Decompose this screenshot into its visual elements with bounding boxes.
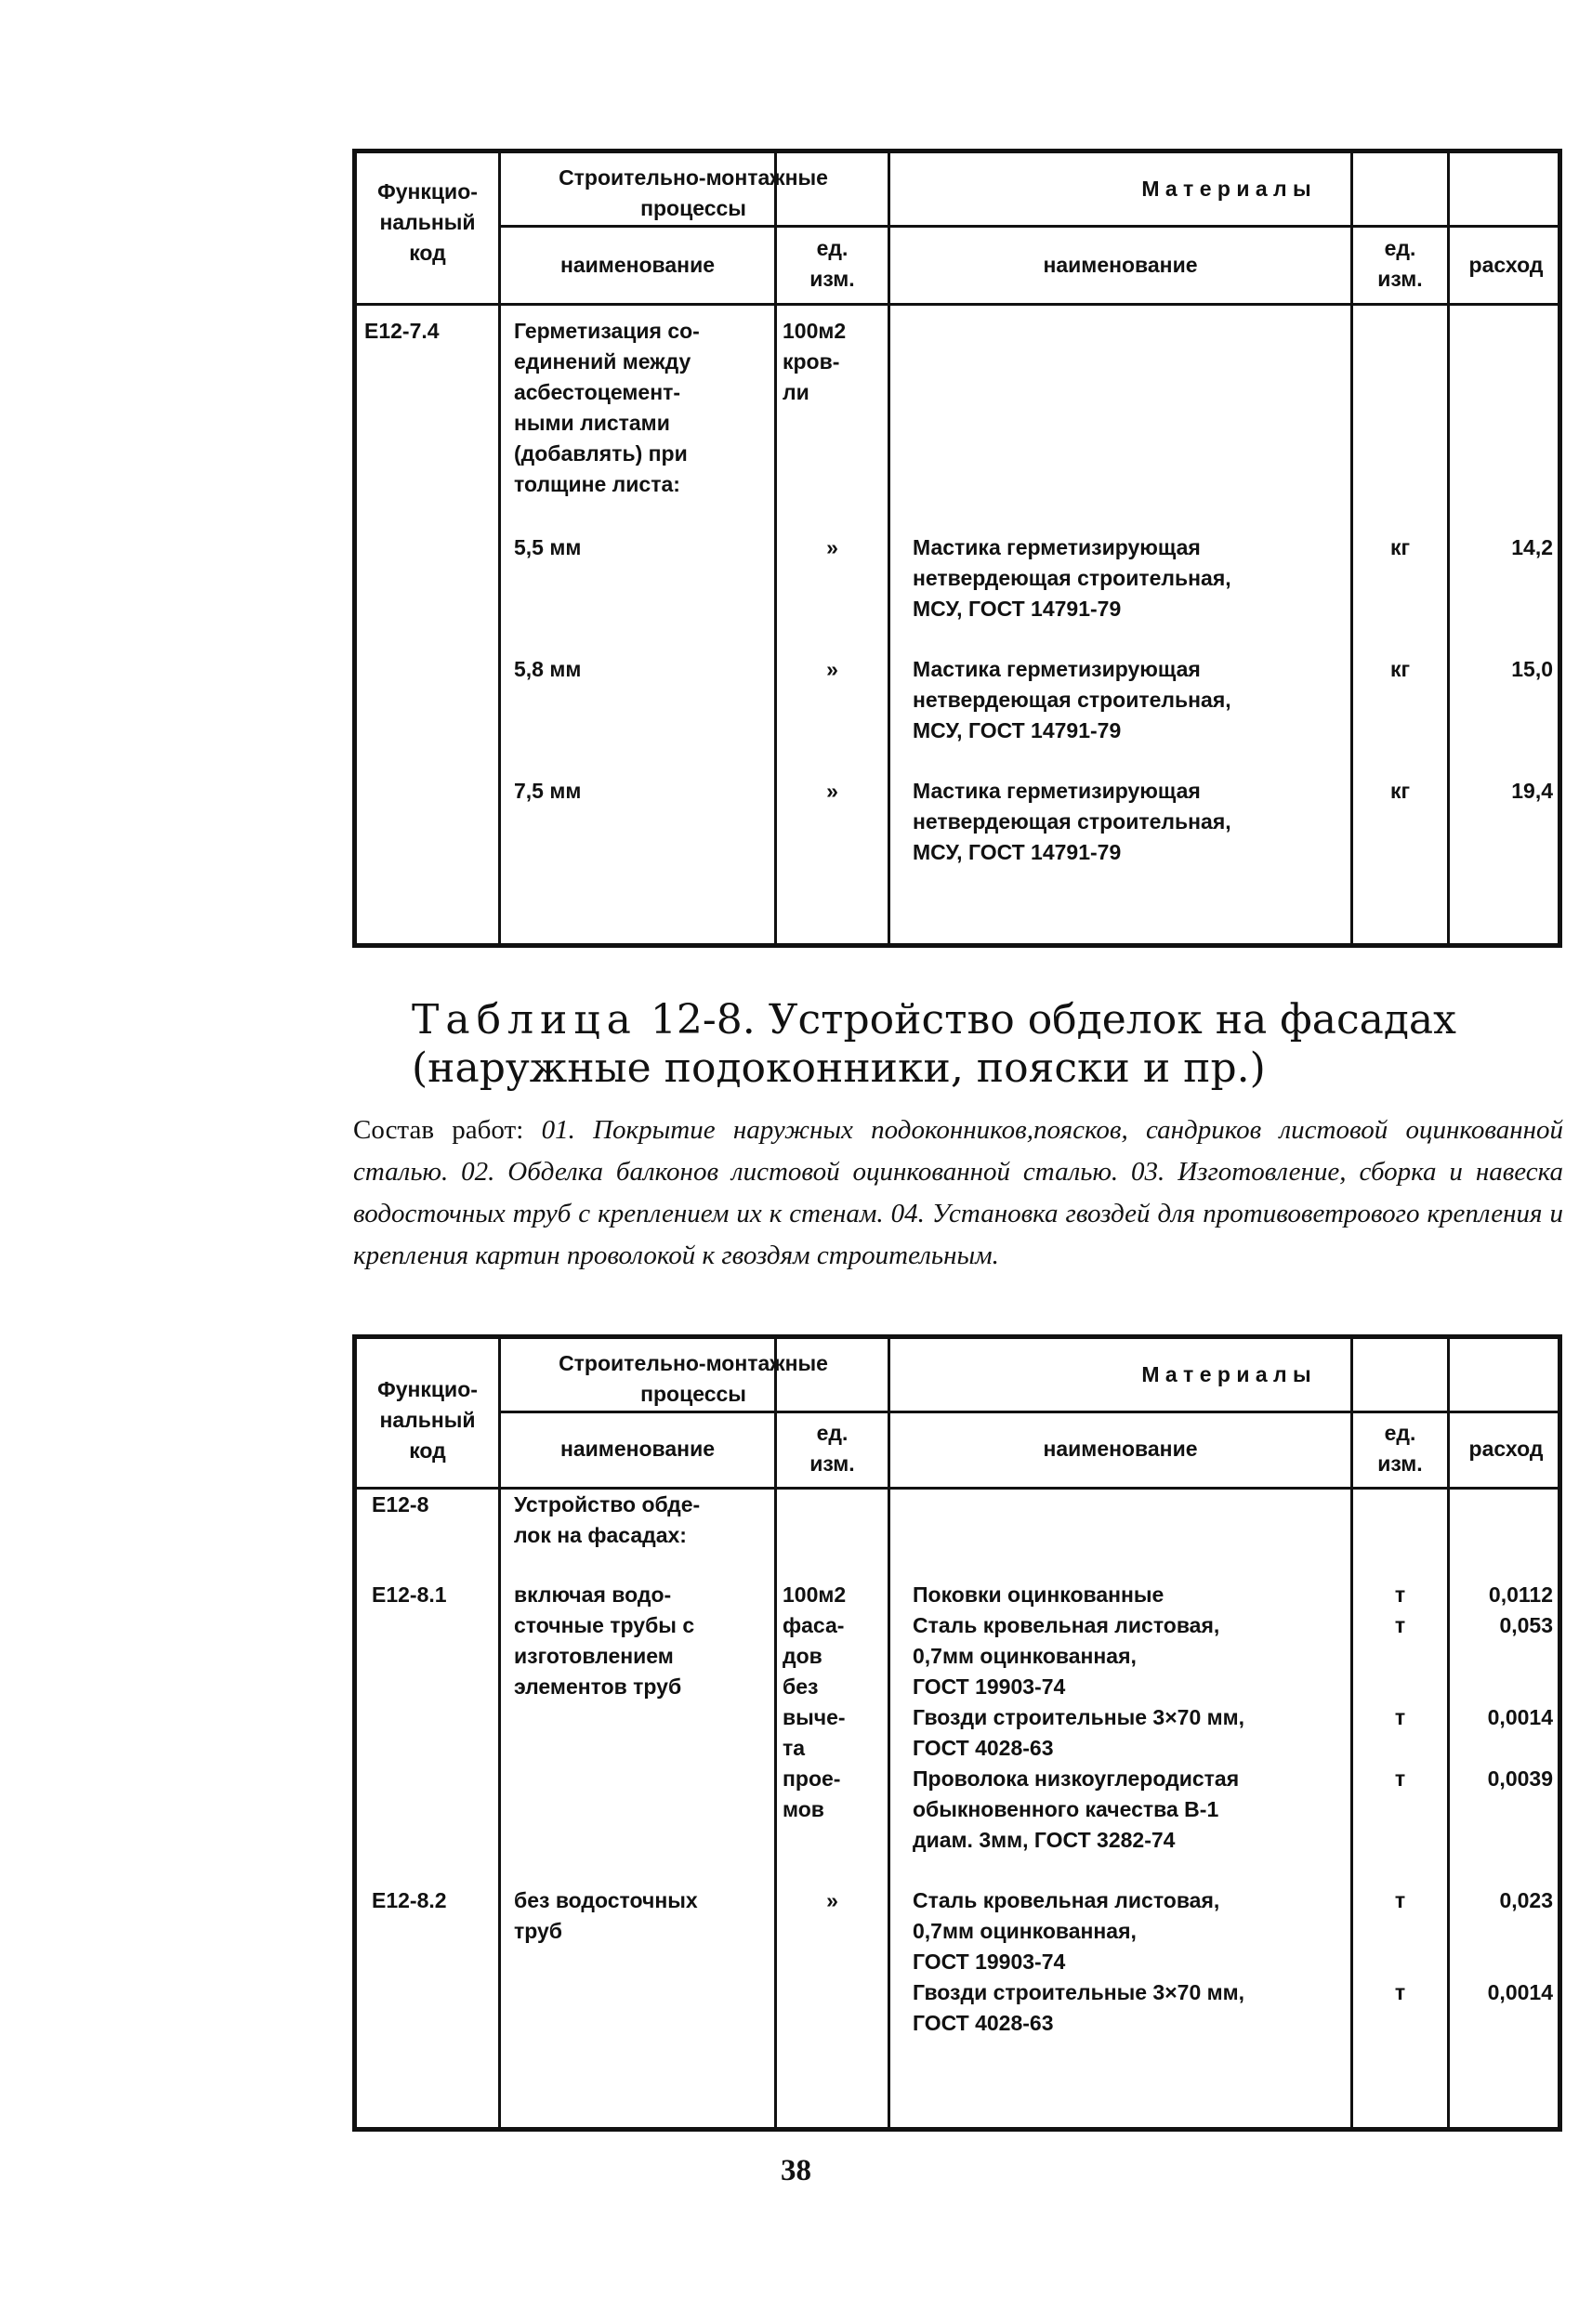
header-materials: М а т е р и а л ы	[1141, 1362, 1311, 1386]
material-name-cell: Гвозди строительные 3×70 мм, ГОСТ 4028-63	[913, 1705, 1245, 1760]
table-12-8	[352, 1334, 1562, 2132]
code-cell: Е12-8.1	[372, 1582, 447, 1607]
table-title-text: 12-8. Устройство обделок на фасадах (наружные подоконники, пояски и пр.)	[412, 996, 1456, 1092]
work-composition-text: 01. Покрытие наружных подоконников,поясков, сандриков листовой оцинкованной сталью. 02. Обделка балконов листовой оцинкованной сталью. 03. Изготовление, сборка и навеска водосточных труб с креплением их к стенам. 04. Установка гвоздей для противоветрового крепления и крепления картин проволокой к гвоздям строительным.	[353, 1115, 1563, 1270]
unit-ditto-cell: »	[826, 657, 838, 681]
material-name-cell: Мастика герметизирующая нетвердеющая строительная, МСУ, ГОСТ 14791-79	[913, 657, 1231, 742]
header-processes: Строительно-монтажные процессы	[559, 165, 828, 220]
material-name-cell: Поковки оцинкованные	[913, 1582, 1164, 1607]
consumption-cell: 19,4	[1511, 779, 1553, 803]
header-processes: Строительно-монтажные процессы	[559, 1351, 828, 1406]
material-unit-cell: кг	[1389, 535, 1411, 559]
header-bottom-line	[357, 303, 1558, 306]
material-unit-cell: т	[1394, 1705, 1406, 1729]
table-12-7	[352, 149, 1562, 948]
header-code: Функцио- нальный код	[377, 1377, 478, 1463]
material-name-cell: Сталь кровельная листовая, 0,7мм оцинкованная, ГОСТ 19903-74	[913, 1613, 1220, 1699]
thickness-cell: 5,8 мм	[514, 657, 582, 681]
header-process-name: наименование	[559, 253, 716, 277]
header-process-name: наименование	[559, 1437, 716, 1461]
material-name-cell: Сталь кровельная листовая, 0,7мм оцинкованная, ГОСТ 19903-74	[913, 1888, 1220, 1974]
material-name-cell: Проволока низкоуглеродистая обыкновенного качества В-1 диам. 3мм, ГОСТ 3282-74	[913, 1766, 1240, 1852]
process-name-cell: Устройство обде- лок на фасадах:	[514, 1492, 701, 1547]
consumption-cell: 0,023	[1499, 1888, 1553, 1912]
thickness-cell: 7,5 мм	[514, 779, 582, 803]
material-unit-cell: т	[1394, 1888, 1406, 1912]
material-name-cell: Гвозди строительные 3×70 мм, ГОСТ 4028-63	[913, 1980, 1245, 2035]
work-composition-label: Состав работ:	[353, 1115, 524, 1145]
material-unit-cell: т	[1394, 1980, 1406, 2004]
consumption-cell: 0,0039	[1487, 1766, 1553, 1791]
header-material-unit: ед. изм.	[1377, 236, 1423, 291]
table-title	[412, 996, 1564, 1093]
code-cell: Е12-8.2	[372, 1888, 447, 1912]
material-unit-cell: т	[1394, 1582, 1406, 1607]
header-code: Функцио- нальный код	[377, 179, 478, 265]
header-consumption: расход	[1468, 253, 1544, 277]
header-materials: М а т е р и а л ы	[1141, 177, 1311, 201]
work-composition	[353, 1109, 1563, 1277]
page-number: 38	[781, 2154, 811, 2187]
process-name-cell: без водосточных труб	[514, 1888, 698, 1943]
header-material-name: наименование	[1043, 1437, 1198, 1461]
header-process-unit: ед. изм.	[809, 1421, 855, 1476]
material-name-cell: Мастика герметизирующая нетвердеющая строительная, МСУ, ГОСТ 14791-79	[913, 535, 1231, 621]
header-material-unit: ед. изм.	[1377, 1421, 1423, 1476]
material-unit-cell: кг	[1389, 779, 1411, 803]
process-name-cell: Герметизация со- единений между асбестоцемент- ными листами (добавлять) при толщине листа:	[514, 319, 700, 496]
material-unit-cell: кг	[1389, 657, 1411, 681]
header-divider	[498, 1411, 1558, 1413]
header-divider	[498, 225, 1558, 228]
consumption-cell: 15,0	[1511, 657, 1553, 681]
thickness-cell: 5,5 мм	[514, 535, 582, 559]
process-name-cell: включая водо- сточные трубы с изготовлением элементов труб	[514, 1582, 695, 1699]
header-process-unit: ед. изм.	[809, 236, 855, 291]
consumption-cell: 0,0014	[1487, 1705, 1553, 1729]
unit-ditto-cell: »	[826, 779, 838, 803]
code-cell: Е12-7.4	[364, 319, 440, 343]
consumption-cell: 14,2	[1511, 535, 1553, 559]
material-name-cell: Мастика герметизирующая нетвердеющая строительная, МСУ, ГОСТ 14791-79	[913, 779, 1231, 864]
material-unit-cell: т	[1394, 1766, 1406, 1791]
unit-ditto-cell: »	[826, 535, 838, 559]
material-unit-cell: т	[1394, 1613, 1406, 1637]
unit-ditto-cell: »	[826, 1888, 838, 1912]
process-unit-cell: 100м2 фаса- дов без выче- та прое- мов	[783, 1582, 847, 1821]
header-material-name: наименование	[1043, 253, 1198, 277]
consumption-cell: 0,0014	[1487, 1980, 1553, 2004]
header-consumption: расход	[1468, 1437, 1544, 1461]
process-unit-cell: 100м2 кров- ли	[783, 319, 847, 404]
code-cell: Е12-8	[372, 1492, 429, 1517]
table-title-label: Таблица	[412, 996, 638, 1044]
consumption-cell: 0,0112	[1488, 1582, 1553, 1607]
consumption-cell: 0,053	[1499, 1613, 1553, 1637]
